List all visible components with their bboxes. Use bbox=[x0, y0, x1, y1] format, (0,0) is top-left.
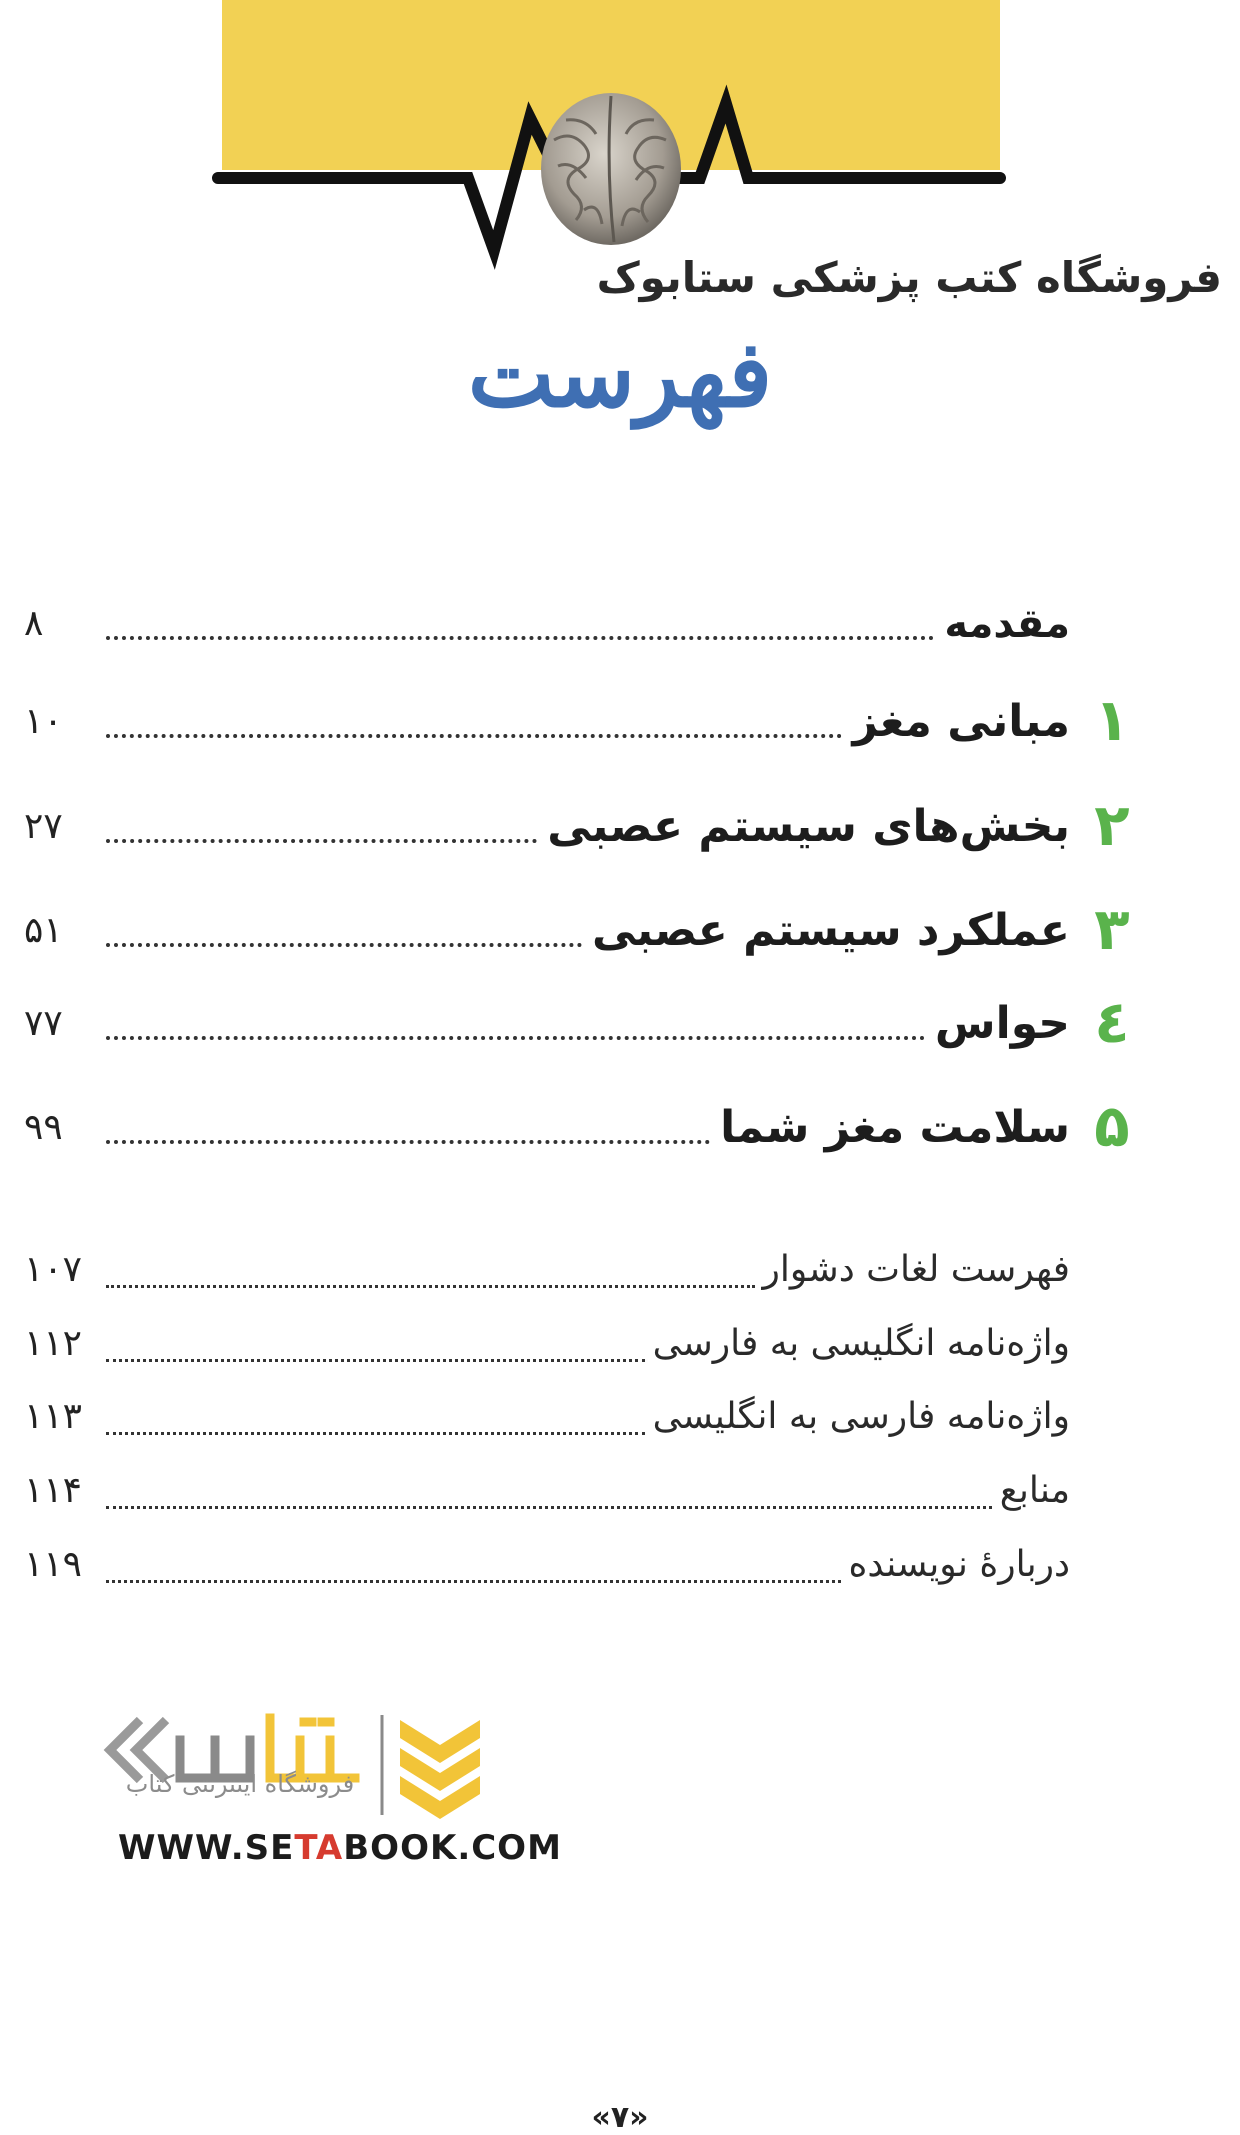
toc-title: واژه‌نامه انگلیسی به فارسی bbox=[652, 1323, 1070, 1364]
toc-page-number: ۸ bbox=[24, 603, 44, 644]
toc-row-chapter bbox=[24, 1094, 1138, 1158]
dot-leader bbox=[106, 839, 537, 843]
logo-wordmark bbox=[180, 1718, 355, 1778]
logo-tagline: فروشگاه اینترنتی کتاب bbox=[125, 1770, 355, 1798]
toc-title: منابع bbox=[999, 1470, 1070, 1511]
toc-title: واژه‌نامه فارسی به انگلیسی bbox=[652, 1396, 1070, 1437]
toc-title: مبانی مغز bbox=[852, 696, 1070, 747]
dot-leader bbox=[106, 1506, 992, 1509]
toc-row-appendix bbox=[24, 1531, 1138, 1595]
toc-title: دربارهٔ نویسنده bbox=[848, 1544, 1070, 1585]
url-part-accent: TA bbox=[294, 1828, 344, 1868]
dot-leader bbox=[106, 1036, 925, 1040]
toc-row-intro bbox=[24, 590, 1138, 654]
toc-page-number: ۱۱۲ bbox=[24, 1323, 83, 1364]
toc-page-number: ۵۱ bbox=[24, 910, 63, 951]
toc-title: حواس bbox=[934, 998, 1070, 1049]
toc-page-number: ۲۷ bbox=[24, 806, 63, 847]
toc-title: فهرست لغات دشوار bbox=[762, 1249, 1070, 1290]
page-title: فهرست bbox=[467, 320, 773, 428]
toc-row-chapter bbox=[24, 793, 1138, 857]
toc-page-number: ۷۷ bbox=[24, 1003, 63, 1044]
toc-page-number: ۱۰۷ bbox=[24, 1249, 83, 1290]
toc-page-number: ۱۱۴ bbox=[24, 1470, 83, 1511]
toc-title: بخش‌های سیستم عصبی bbox=[547, 801, 1070, 852]
dot-leader bbox=[106, 636, 934, 640]
dot-leader bbox=[106, 1140, 710, 1144]
dot-leader bbox=[106, 1432, 645, 1435]
chapter-number: ۱ bbox=[1094, 686, 1130, 754]
dot-leader bbox=[106, 1359, 645, 1362]
url-part: WWW.SE bbox=[118, 1828, 295, 1868]
brain-icon bbox=[536, 90, 686, 248]
dot-leader bbox=[106, 734, 842, 738]
toc-row-chapter bbox=[24, 990, 1138, 1054]
toc-page-number: ۱۱۹ bbox=[24, 1544, 83, 1585]
toc-row-appendix bbox=[24, 1383, 1138, 1447]
toc-row-appendix bbox=[24, 1457, 1138, 1521]
url-part: BOOK.COM bbox=[343, 1828, 562, 1868]
chapter-number: ۵ bbox=[1094, 1092, 1130, 1160]
toc-title: عملکرد سیستم عصبی bbox=[591, 905, 1070, 956]
toc-row-appendix bbox=[24, 1236, 1138, 1300]
dot-leader bbox=[106, 1580, 841, 1583]
chapter-number: ۳ bbox=[1094, 895, 1130, 963]
setabook-logo bbox=[100, 1700, 560, 1900]
toc-page-number: ۱۰ bbox=[24, 701, 63, 742]
book-stack-icon bbox=[400, 1720, 480, 1819]
toc-title: سلامت مغز شما bbox=[720, 1102, 1070, 1153]
dot-leader bbox=[106, 943, 582, 947]
toc-row-appendix bbox=[24, 1310, 1138, 1374]
toc-title: مقدمه bbox=[944, 601, 1070, 647]
chapter-number: ۲ bbox=[1094, 791, 1130, 859]
toc-page-number: ۱۱۳ bbox=[24, 1396, 83, 1437]
page-number: «۷» bbox=[591, 2100, 649, 2135]
dot-leader bbox=[106, 1285, 755, 1288]
toc-row-chapter bbox=[24, 897, 1138, 961]
logo-url[interactable] bbox=[118, 1828, 562, 1868]
toc-row-chapter bbox=[24, 688, 1138, 752]
store-name: فروشگاه کتب پزشکی ستابوک bbox=[596, 253, 1222, 302]
chapter-number: ٤ bbox=[1094, 988, 1130, 1056]
toc-page-number: ۹۹ bbox=[24, 1107, 63, 1148]
